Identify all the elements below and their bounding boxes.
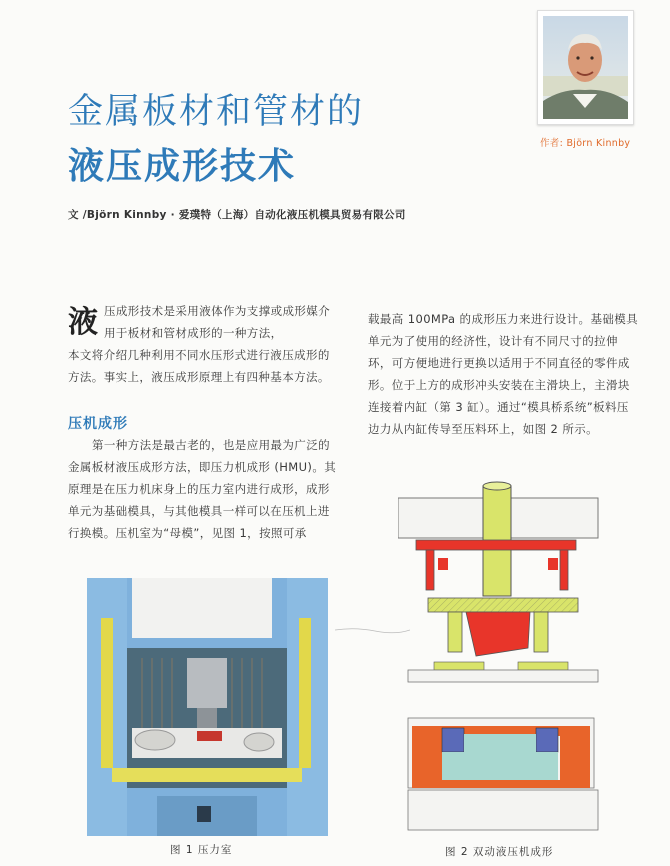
intro-paragraph-start: 压成形技术是采用液体作为支撑或成形媒介用于板材和管材成形的一种方法， (104, 304, 331, 340)
section-body: 第一种方法是最古老的，也是应用最为广泛的金属板材液压成形方法，即压力机成形 (HMU)。其原理是在压力机床身上的压力室内进行成形，成形单元为基础模具，与其他模具一样可以在压机上进行换模。压机室为“母模”，见图 1，按照可承 (68, 438, 337, 540)
author-caption (540, 135, 640, 149)
author-photo (537, 10, 634, 125)
byline: 文 /Björn Kinnby · 爱璞特（上海）自动化液压机模具贸易有限公司 (68, 209, 406, 221)
section-heading: 压机成形 (68, 416, 128, 432)
drop-cap: 液 (68, 305, 98, 340)
figure2-double-action-diagram (398, 478, 608, 838)
author-portrait-image (543, 16, 628, 119)
right-column-paragraph: 载最高 100MPa 的成形压力来进行设计。基础模具单元为了使用的经济性，设计有不同尺寸的拉伸环，可方便地进行更换以适用于不同直径的零件成形。位于上方的成形冲头安装在主滑块上，主滑块连接着内缸（第 3 缸）。通过“模具桥系统”板料压边力从内缸传导至压料环上，如图 2 所示。 (368, 312, 639, 436)
author-name: Björn Kinnby (566, 138, 631, 149)
scan-smudge-mark (335, 625, 410, 635)
figure2-caption: 图 2 双动液压机成形 (445, 846, 554, 858)
figure1-press-chamber-photo (87, 578, 328, 836)
article-title-line2: 液压成形技术 (68, 146, 297, 187)
intro-paragraph-rest: 本文将介绍几种利用不同水压形式进行液压成形的方法。事实上，液压成形原理上有四种基本方法。 (68, 348, 330, 384)
article-title-line1: 金属板材和管材的 (68, 92, 365, 132)
author-label: 作者: (540, 138, 564, 149)
figure1-caption: 图 1 压力室 (170, 844, 233, 856)
